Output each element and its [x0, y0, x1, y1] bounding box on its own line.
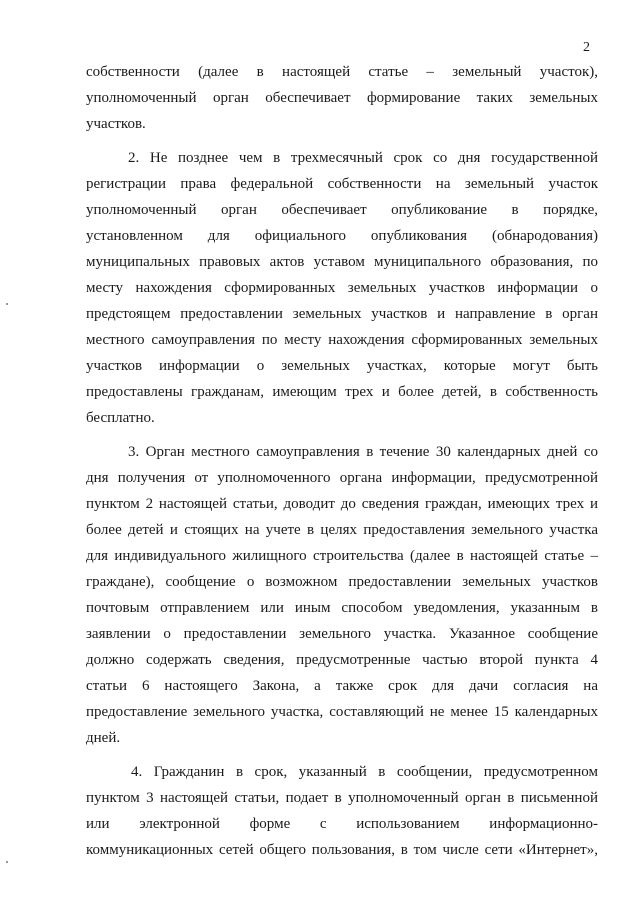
paragraph-4	[86, 759, 598, 863]
text-line: месту нахождения сформированных земельных участков информации о	[86, 280, 598, 296]
text-line: участков.	[86, 116, 146, 132]
text-line: почтовым отправлением или иным способом уведомления, указанным в	[86, 600, 598, 616]
text-line: собственности (далее в настоящей статье – земельный участок),	[86, 64, 598, 80]
text-line: предстоящем предоставлении земельных участков и направление в орган	[86, 306, 598, 322]
paragraph-3	[86, 439, 598, 751]
text-line: должно содержать сведения, предусмотренные частью второй пункта 4	[86, 652, 598, 668]
text-line: или электронной форме с использованием информационно-	[86, 816, 598, 832]
text-line: дней.	[86, 730, 121, 746]
text-line: установленном для официального опубликования (обнародования)	[86, 228, 598, 244]
page-number: 2	[583, 40, 590, 55]
text-line: статьи 6 настоящего Закона, а также срок для дачи согласия на	[86, 678, 598, 694]
text-line: пунктом 3 настоящей статьи, подает в уполномоченный орган в письменной	[86, 790, 598, 806]
paragraph-1-continuation	[86, 59, 598, 137]
paragraph-2	[86, 145, 598, 431]
text-line: пунктом 2 настоящей статьи, доводит до сведения граждан, имеющих трех и	[86, 496, 598, 512]
text-line: регистрации права федеральной собственности на земельный участок	[86, 176, 598, 192]
text-line: 2. Не позднее чем в трехмесячный срок со дня государственной	[128, 150, 598, 166]
scan-speck	[6, 861, 8, 863]
text-line: граждане), сообщение о возможном предоставлении земельных участков	[86, 574, 598, 590]
text-line: местного самоуправления по месту нахождения сформированных земельных	[86, 332, 598, 348]
text-line: дня получения от уполномоченного органа информации, предусмотренной	[86, 470, 598, 486]
text-line: бесплатно.	[86, 410, 155, 426]
text-line: участков информации о земельных участках, которые могут быть	[86, 358, 598, 374]
text-line: предоставление земельного участка, составляющий не менее 15 календарных	[86, 704, 598, 720]
text-line: уполномоченный орган обеспечивает формирование таких земельных	[86, 90, 598, 106]
text-line: заявлении о предоставлении земельного участка. Указанное сообщение	[86, 626, 598, 642]
text-line: коммуникационных сетей общего пользования, в том числе сети «Интернет»,	[86, 842, 598, 858]
text-line: предоставлены гражданам, имеющим трех и более детей, в собственность	[86, 384, 598, 400]
text-line: уполномоченный орган обеспечивает опубликование в порядке,	[86, 202, 598, 218]
text-line: более детей и стоящих на учете в целях предоставления земельного участка	[86, 522, 598, 538]
scan-speck	[6, 303, 8, 305]
text-line: 4. Гражданин в срок, указанный в сообщении, предусмотренном	[131, 764, 598, 780]
text-line: муниципальных правовых актов уставом муниципального образования, по	[86, 254, 598, 270]
text-line: для индивидуального жилищного строительства (далее в настоящей статье –	[86, 548, 598, 564]
text-line: 3. Орган местного самоуправления в течение 30 календарных дней со	[128, 444, 598, 460]
document-body	[86, 59, 598, 863]
